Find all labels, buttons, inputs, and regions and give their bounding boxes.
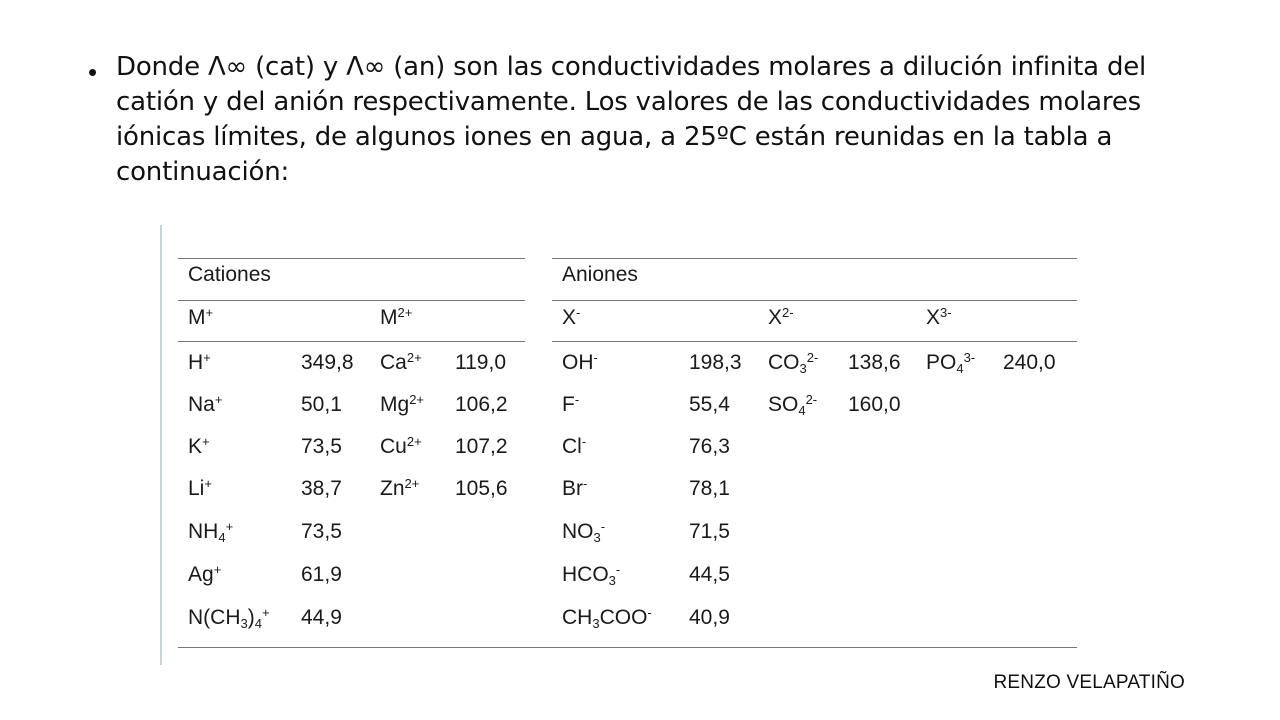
table-header-rule-anions [552, 341, 1077, 342]
ion-cu: $Cu^{2+}$ [380, 434, 422, 458]
table-group-rule-cations [178, 300, 525, 301]
value-ag: 61,9 [301, 563, 342, 586]
ion-k: K+ [188, 434, 210, 458]
header-m-plus: M+ [188, 305, 214, 329]
value-li: 38,7 [301, 477, 342, 500]
ion-cl: Cl- [562, 434, 587, 458]
author-footer: RENZO VELAPATIÑO [993, 672, 1185, 693]
ion-po4: $PO_4^{3-}$ [926, 350, 976, 376]
ion-br: Br- [562, 476, 588, 500]
ion-ca: $Ca^{2+}$ [380, 350, 422, 374]
value-mg: 106,2 [455, 393, 508, 416]
value-po4: 240,0 [1003, 351, 1056, 374]
value-no3: 71,5 [689, 520, 730, 543]
figure-left-border [160, 225, 162, 665]
value-na: 50,1 [301, 393, 342, 416]
intro-paragraph: Donde Λ∞ (cat) y Λ∞ (an) son las conductividades molares a dilución infinita del catión y del anión respectivamente. Los valores de las conductividades molares iónicas límites, de algunos iones en agua, a 25ºC están reunidas en la tabla a continuación: [116, 52, 1147, 187]
anions-header: Aniones [562, 263, 638, 286]
table-bottom-rule [178, 647, 1077, 648]
bullet-paragraph-block [88, 50, 1198, 190]
value-cl: 76,3 [689, 435, 730, 458]
table-top-rule-anions [552, 258, 1077, 259]
value-zn: 105,6 [455, 477, 508, 500]
ion-f: F- [562, 392, 580, 416]
value-ca: 119,0 [455, 351, 506, 374]
header-m-2plus: $M^{2+}$ [380, 305, 413, 329]
value-cu: 107,2 [455, 435, 508, 458]
value-co3: 138,6 [848, 351, 901, 374]
ion-oh: OH- [562, 350, 598, 374]
ion-li: Li+ [188, 476, 212, 500]
ion-h: H+ [188, 350, 211, 374]
ion-nh4: $NH_4^+$ [188, 519, 234, 545]
ion-zn: $Zn^{2+}$ [380, 476, 420, 500]
value-oh: 198,3 [689, 351, 742, 374]
value-br: 78,1 [689, 477, 730, 500]
ion-so4: $SO_4^{2-}$ [768, 392, 818, 418]
value-nh4: 73,5 [301, 520, 342, 543]
cations-header: Cationes [188, 263, 271, 286]
ion-ag: Ag+ [188, 562, 222, 586]
table-top-rule-cations [178, 258, 525, 259]
table-group-rule-anions [552, 300, 1077, 301]
ion-acetate: $CH_3COO^-$ [562, 605, 652, 631]
header-x-3minus: $X^{3-}$ [926, 305, 952, 329]
ion-co3: $CO_3^{2-}$ [768, 350, 819, 376]
value-f: 55,4 [689, 393, 730, 416]
table-header-rule-cations [178, 341, 525, 342]
value-acetate: 40,9 [689, 606, 730, 629]
header-x-minus: X- [562, 305, 581, 329]
value-hco3: 44,5 [689, 563, 730, 586]
ion-na: Na+ [188, 392, 223, 416]
conductivity-table-figure [160, 225, 1080, 667]
value-h: 349,8 [301, 351, 354, 374]
ion-no3: $NO_3^-$ [562, 519, 606, 545]
value-tetramethylammonium: 44,9 [301, 606, 342, 629]
ion-mg: $Mg^{2+}$ [380, 392, 425, 416]
bullet-marker: • [88, 57, 98, 87]
ion-tetramethylammonium: $N(CH_3)_4^+$ [188, 605, 270, 631]
value-so4: 160,0 [848, 393, 901, 416]
header-x-2minus: $X^{2-}$ [768, 305, 794, 329]
value-k: 73,5 [301, 435, 342, 458]
ion-hco3: $HCO_3^-$ [562, 562, 621, 588]
